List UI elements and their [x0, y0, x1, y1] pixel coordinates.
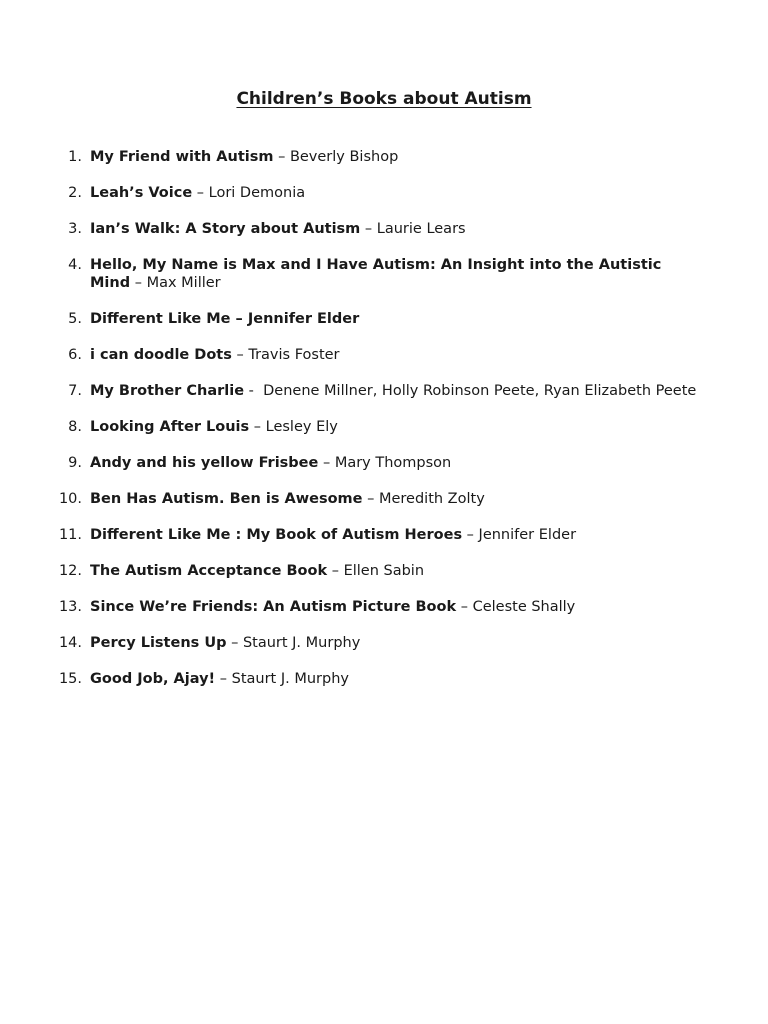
separator: – — [226, 635, 243, 651]
list-item — [40, 562, 740, 580]
item-number: 15. — [58, 671, 82, 687]
separator: – — [215, 671, 232, 687]
separator: – — [456, 599, 473, 615]
book-author: Jennifer Elder — [247, 311, 360, 327]
list-item — [40, 256, 700, 292]
book-title: Ben Has Autism. Ben is Awesome — [90, 491, 363, 507]
book-author: Denene Millner, Holly Robinson Peete, Ryan Elizabeth Peete — [263, 383, 697, 399]
book-author: Meredith Zolty — [378, 491, 485, 507]
book-author: Travis Foster — [248, 347, 340, 363]
item-number: 10. — [58, 491, 82, 507]
list-item — [40, 346, 740, 364]
item-number: 5. — [68, 311, 82, 327]
list-item — [40, 634, 740, 652]
separator: – — [360, 221, 377, 237]
book-title: Andy and his yellow Frisbee — [90, 455, 319, 471]
book-author: Laurie Lears — [376, 221, 466, 237]
book-title: Hello, My Name is Max and I Have Autism: An Insight into the Autistic Mind — [90, 257, 662, 291]
list-item — [40, 454, 740, 472]
separator: – — [192, 185, 209, 201]
book-title: My Brother Charlie — [90, 383, 245, 399]
book-author: Staurt J. Murphy — [242, 635, 361, 651]
book-author: Beverly Bishop — [289, 149, 399, 165]
item-number: 1. — [68, 149, 82, 165]
list-item — [40, 526, 740, 544]
item-number: 4. — [68, 257, 82, 273]
book-title: Good Job, Ajay! — [90, 671, 216, 687]
item-number: 3. — [68, 221, 82, 237]
separator: – — [230, 311, 248, 327]
book-author: Celeste Shally — [472, 599, 576, 615]
book-author: Max Miller — [146, 275, 221, 291]
item-number: 7. — [68, 383, 82, 399]
item-number: 13. — [58, 599, 82, 615]
book-author: Lesley Ely — [265, 419, 338, 435]
book-title: Ian’s Walk: A Story about Autism — [90, 221, 361, 237]
item-number: 2. — [68, 185, 82, 201]
separator: – — [130, 275, 147, 291]
book-title: Looking After Louis — [90, 419, 250, 435]
separator: – — [362, 491, 379, 507]
separator: – — [462, 527, 479, 543]
separator: – — [327, 563, 344, 579]
book-author: Jennifer Elder — [478, 527, 577, 543]
item-number: 9. — [68, 455, 82, 471]
separator: – — [249, 419, 266, 435]
item-number: 6. — [68, 347, 82, 363]
page-title: Children’s Books about Autism — [236, 89, 532, 109]
book-author: Mary Thompson — [334, 455, 452, 471]
list-item — [40, 148, 740, 166]
list-item — [40, 490, 740, 508]
book-title: Different Like Me — [90, 311, 231, 327]
list-item — [40, 418, 740, 436]
separator: – — [231, 347, 249, 363]
book-title: Since We’re Friends: An Autism Picture Book — [90, 599, 457, 615]
list-item — [40, 382, 740, 400]
list-item — [40, 310, 740, 328]
book-author: Lori Demonia — [208, 185, 306, 201]
item-number: 12. — [58, 563, 82, 579]
separator: - — [244, 383, 264, 399]
book-title: i can doodle Dots — [90, 347, 232, 363]
list-item — [40, 220, 740, 238]
list-item — [40, 670, 740, 688]
book-title: Leah’s Voice — [90, 185, 193, 201]
item-number: 14. — [58, 635, 82, 651]
book-title: Different Like Me : My Book of Autism Heroes — [90, 527, 463, 543]
book-title: The Autism Acceptance Book — [90, 563, 328, 579]
item-number: 8. — [68, 419, 82, 435]
list-item — [40, 184, 740, 202]
separator: – — [273, 149, 290, 165]
separator: – — [318, 455, 335, 471]
book-list — [40, 148, 740, 706]
item-number: 11. — [58, 527, 82, 543]
list-item — [40, 598, 740, 616]
book-author: Ellen Sabin — [343, 563, 425, 579]
book-title: Percy Listens Up — [90, 635, 227, 651]
book-title: My Friend with Autism — [90, 149, 274, 165]
book-author: Staurt J. Murphy — [231, 671, 349, 687]
